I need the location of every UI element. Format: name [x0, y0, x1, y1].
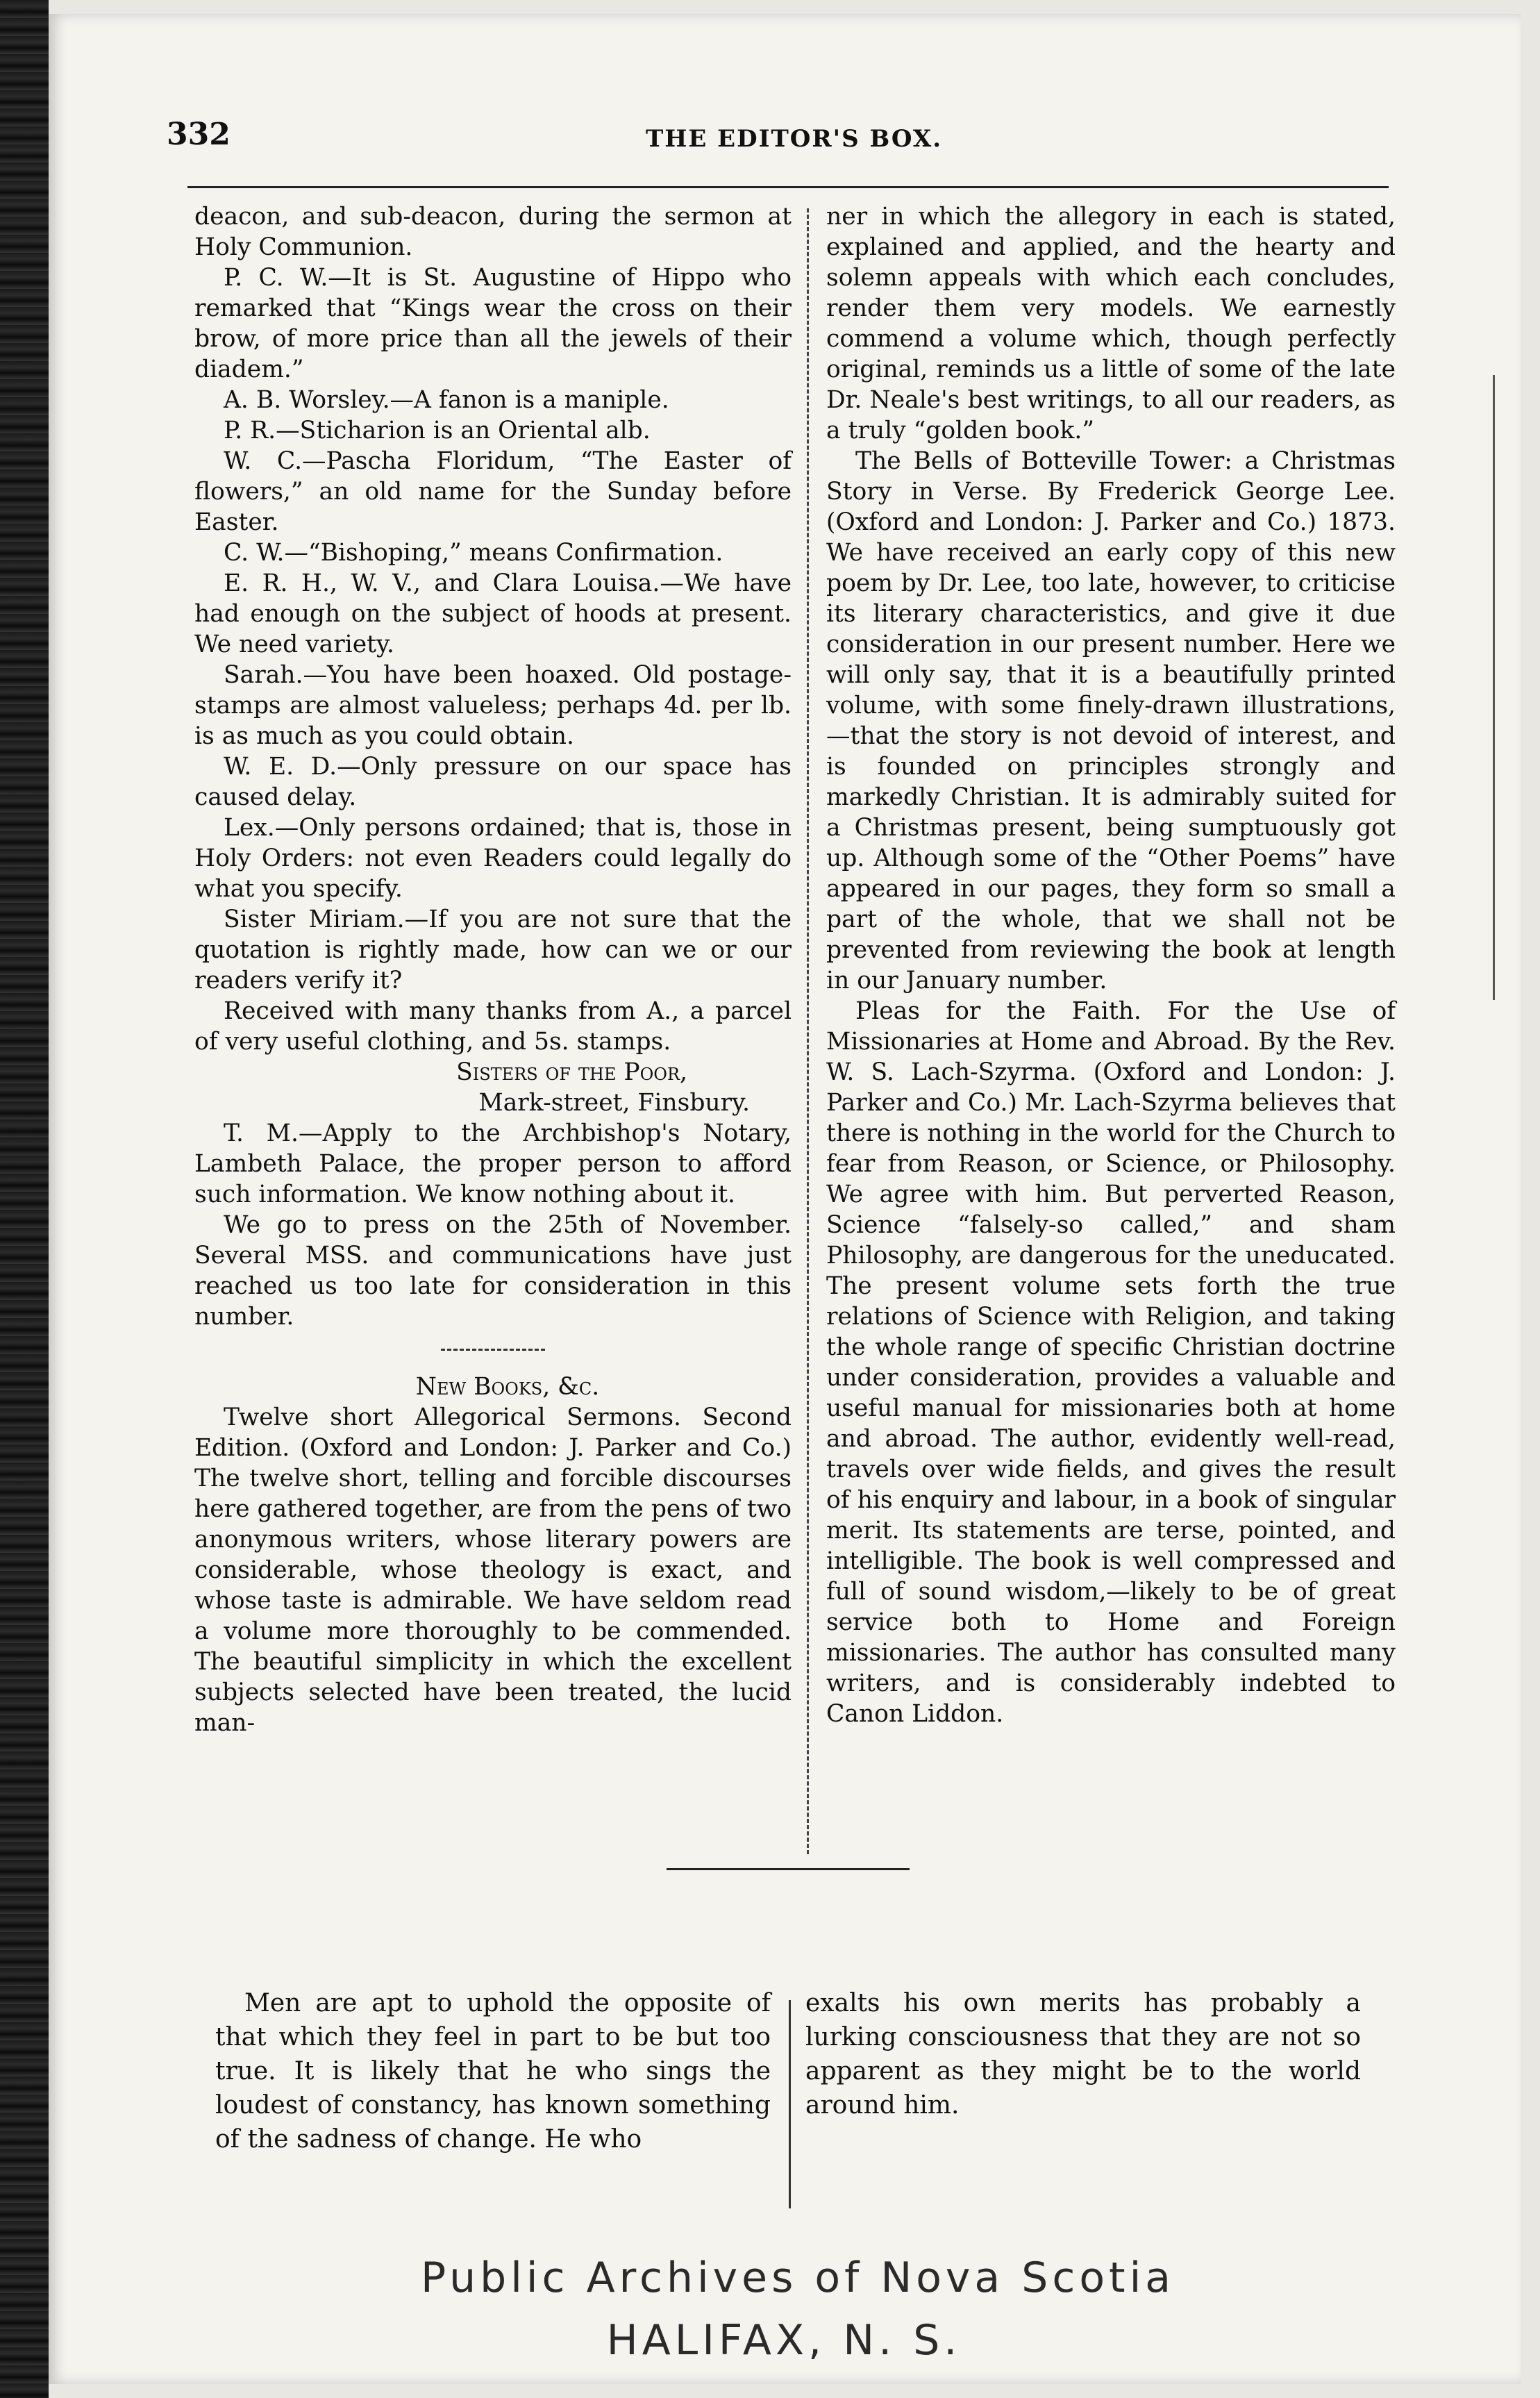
section-rule [667, 1868, 910, 1870]
left-column [194, 201, 792, 1738]
correspondent-reply: Sarah.—You have been hoaxed. Old postage-stamps are almost valueless; perhaps 4d. per lb. is as much as you could obtain. [194, 661, 792, 750]
book-review: Pleas for the Faith. For the Use of Missionaries at Home and Abroad. By the Rev. W. S. Lach-Szyrma. (Oxford and London: J. Parker and Co.) Mr. Lach-Szyrma believes that there is nothing in the world for the Church to fear from Reason, or Science, or Philosophy. We agree with him. But perverted Reason, Science “falsely-so called,” and sham Philosophy, are dangerous for the uneducated. The present volume sets forth the true relations of Science with Religion, and taking the whole range of specific Christian doctrine under consideration, provides a valuable and useful manual for missionaries both at home and abroad. The author, evidently well-read, travels over wide fields, and gives the result of his enquiry and labour, in a book of singular merit. Its statements are terse, pointed, and intelligible. The book is well compressed and full of sound wisdom,—likely to be of great service both to Home and Foreign missionaries. The author has consulted many writers, and is considerably indebted to Canon Liddon. [826, 997, 1396, 1728]
correspondent-reply: A. B. Worsley.—A fanon is a maniple. [224, 386, 669, 414]
address-line: Mark-street, Finsbury. [478, 1089, 750, 1117]
scan-binding-edge [0, 0, 49, 2398]
running-head: THE EDITOR'S BOX. [646, 125, 943, 153]
address-block [194, 1057, 792, 1118]
press-notice: We go to press on the 25th of November. Several MSS. and communications have just reached us too late for consideration in this number. [194, 1211, 792, 1331]
section-heading: New Books, &c. [415, 1373, 600, 1401]
separator-rule [441, 1349, 545, 1351]
correspondent-reply: W. E. D.—Only pressure on our space has caused delay. [194, 753, 792, 811]
correspondent-reply: C. W.—“Bishoping,” means Confirmation. [224, 539, 723, 567]
page-number: 332 [167, 117, 231, 152]
correspondent-reply: P. R.—Sticharion is an Oriental alb. [224, 417, 651, 444]
essay-left-column [215, 1986, 771, 2156]
address-line: Sisters of the Poor, [456, 1058, 687, 1086]
margin-pencil-mark [1493, 375, 1516, 1000]
correspondent-reply: P. C. W.—It is St. Augustine of Hippo who remarked that “Kings wear the cross on their brow, of more price than all the jewels of their diadem.” [194, 264, 792, 383]
correspondent-reply: W. C.—Pascha Floridum, “The Easter of flowers,” an old name for the Sunday before Easter. [194, 447, 792, 536]
acknowledgement: Received with many thanks from A., a parcel of very useful clothing, and 5s. stamps. [194, 997, 792, 1056]
correspondent-reply: Sister Miriam.—If you are not sure that the quotation is rightly made, how can we or our readers verify it? [194, 906, 792, 994]
archive-stamp-line: HALIFAX, N. S. [606, 2316, 962, 2365]
essay-paragraph: exalts his own merits has probably a lurking consciousness that they are not so apparent as they might be to the world around him. [805, 1989, 1361, 2120]
essay-right-column [805, 1986, 1361, 2122]
essay-column-divider [789, 2000, 791, 2208]
book-review: ner in which the allegory in each is stated, explained and applied, and the hearty and solemn appeals with which each concludes, render them very models. We earnestly commend a volume which, though perfectly original, reminds us a little of some of the late Dr. Neale's best writings, to all our readers, as a truly “golden book.” [826, 203, 1396, 444]
correspondent-reply: T. M.—Apply to the Archbishop's Notary, Lambeth Palace, the proper person to afford such information. We know nothing about it. [194, 1119, 792, 1208]
correspondent-reply: E. R. H., W. V., and Clara Louisa.—We have had enough on the subject of hoods at present. We need variety. [194, 569, 792, 658]
paragraph: deacon, and sub-deacon, during the sermon at Holy Communion. [194, 203, 792, 261]
book-review: Twelve short Allegorical Sermons. Second Edition. (Oxford and London: J. Parker and Co.) The twelve short, telling and forcible discourses here gathered together, are from the pens of two anonymous writers, whose literary powers are considerable, whose theology is exact, and whose taste is admirable. We have seldom read a volume more thoroughly to be commended. The beautiful simplicity in which the excellent subjects selected have been treated, the lucid man- [194, 1404, 792, 1737]
right-column [826, 201, 1396, 1729]
correspondent-reply: Lex.—Only persons ordained; that is, those in Holy Orders: not even Readers could legally do what you specify. [194, 814, 792, 903]
header-rule [187, 186, 1389, 188]
essay-paragraph: Men are apt to uphold the opposite of that which they feel in part to be but too true. It is likely that he who sings the loudest of constancy, has known something of the sadness of change. He who [215, 1989, 771, 2154]
book-review: The Bells of Botteville Tower: a Christmas Story in Verse. By Frederick George Lee. (Oxford and London: J. Parker and Co.) 1873. We have received an early copy of this new poem by Dr. Lee, too late, however, to criticise its literary characteristics, and give it due consideration in our present number. Here we will only say, that it is a beautifully printed volume, with some finely-drawn illustrations,—that the story is not devoid of interest, and is founded on principles strongly and markedly Christian. It is admirably suited for a Christmas present, being sumptuously got up. Although some of the “Other Poems” have appeared in our pages, they form so small a part of the whole, that we shall not be prevented from reviewing the book at length in our January number. [826, 447, 1396, 994]
column-divider [807, 208, 809, 1854]
archive-stamp-line: Public Archives of Nova Scotia [420, 2254, 1175, 2302]
